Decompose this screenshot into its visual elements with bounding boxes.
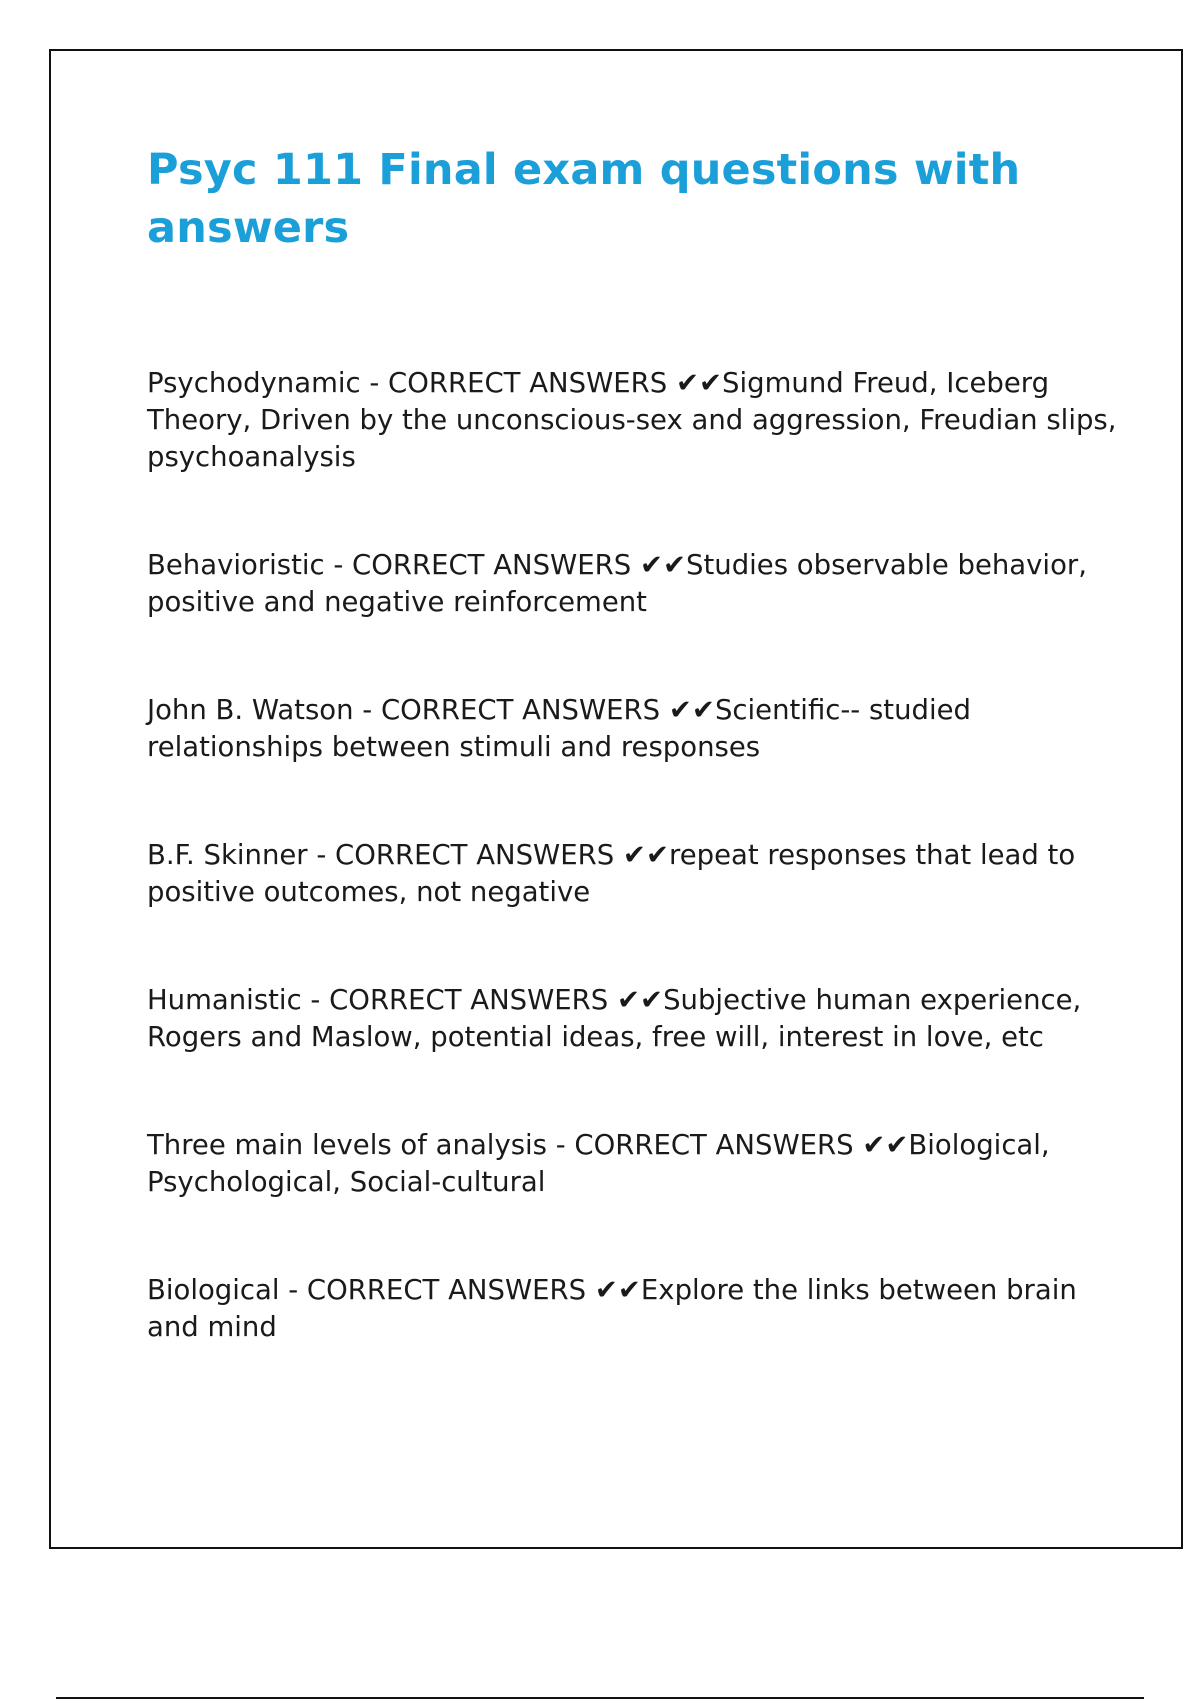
qa-answer: Biological, Psychological, Social-cultural: [147, 1129, 1050, 1198]
qa-term: Biological: [147, 1274, 280, 1306]
qa-label: CORRECT ANSWERS: [388, 367, 668, 399]
qa-answer: repeat responses that lead to positive outcomes, not negative: [147, 839, 1076, 908]
qa-answer: Scientific-- studied relationships between stimuli and responses: [147, 694, 971, 763]
qa-item: Humanistic - CORRECT ANSWERS ✔✔Subjective human experience, Rogers and Maslow, potential ideas, free will, interest in love, etc: [147, 984, 1082, 1053]
qa-item: Three main levels of analysis - CORRECT ANSWERS ✔✔Biological, Psychological, Social-cultural: [147, 1129, 1050, 1198]
double-check-icon: ✔✔: [639, 549, 687, 581]
qa-item: B.F. Skinner - CORRECT ANSWERS ✔✔repeat responses that lead to positive outcomes, not negative: [147, 839, 1076, 908]
double-check-icon: ✔✔: [622, 839, 670, 871]
qa-label: CORRECT ANSWERS: [352, 549, 632, 581]
double-check-icon: ✔✔: [617, 984, 664, 1016]
qa-label: CORRECT ANSWERS: [380, 694, 661, 726]
footer-rule: [56, 1697, 1144, 1699]
qa-answer: Studies observable behavior, positive and negative reinforcement: [147, 549, 1087, 618]
qa-term: B.F. Skinner: [147, 839, 308, 871]
qa-term: Behavioristic: [147, 549, 325, 581]
qa-list: [147, 365, 1137, 1346]
qa-term: Psychodynamic: [147, 367, 361, 399]
qa-label: CORRECT ANSWERS: [306, 1274, 587, 1306]
qa-answer: Explore the links between brain and mind: [147, 1274, 1077, 1343]
double-check-icon: ✔✔: [675, 367, 723, 399]
qa-label: CORRECT ANSWERS: [335, 839, 615, 871]
qa-item: Biological - CORRECT ANSWERS ✔✔Explore the links between brain and mind: [147, 1274, 1077, 1343]
qa-item: John B. Watson - CORRECT ANSWERS ✔✔Scientific-- studied relationships between stimuli and responses: [147, 694, 971, 763]
qa-item: Behavioristic - CORRECT ANSWERS ✔✔Studies observable behavior, positive and negative reinforcement: [147, 549, 1087, 618]
page-frame: [49, 49, 1183, 1549]
double-check-icon: ✔✔: [594, 1274, 641, 1306]
double-check-icon: ✔✔: [862, 1129, 909, 1161]
qa-term: John B. Watson: [147, 694, 354, 726]
qa-term: Three main levels of analysis: [147, 1129, 548, 1161]
qa-answer: Subjective human experience, Rogers and Maslow, potential ideas, free will, interest in love, etc: [147, 984, 1082, 1053]
qa-label: CORRECT ANSWERS: [574, 1129, 854, 1161]
qa-label: CORRECT ANSWERS: [329, 984, 609, 1016]
page-content: [147, 141, 1137, 1417]
double-check-icon: ✔✔: [668, 694, 715, 726]
document-title: Psyc 111 Final exam questions with answers: [147, 145, 1021, 253]
qa-item: Psychodynamic - CORRECT ANSWERS ✔✔Sigmund Freud, Iceberg Theory, Driven by the unconscious-sex and aggression, Freudian slips, psychoanalysis: [147, 367, 1117, 473]
qa-answer: Sigmund Freud, Iceberg Theory, Driven by the unconscious-sex and aggression, Freudian slips, psychoanalysis: [147, 367, 1117, 473]
qa-term: Humanistic: [147, 984, 302, 1016]
